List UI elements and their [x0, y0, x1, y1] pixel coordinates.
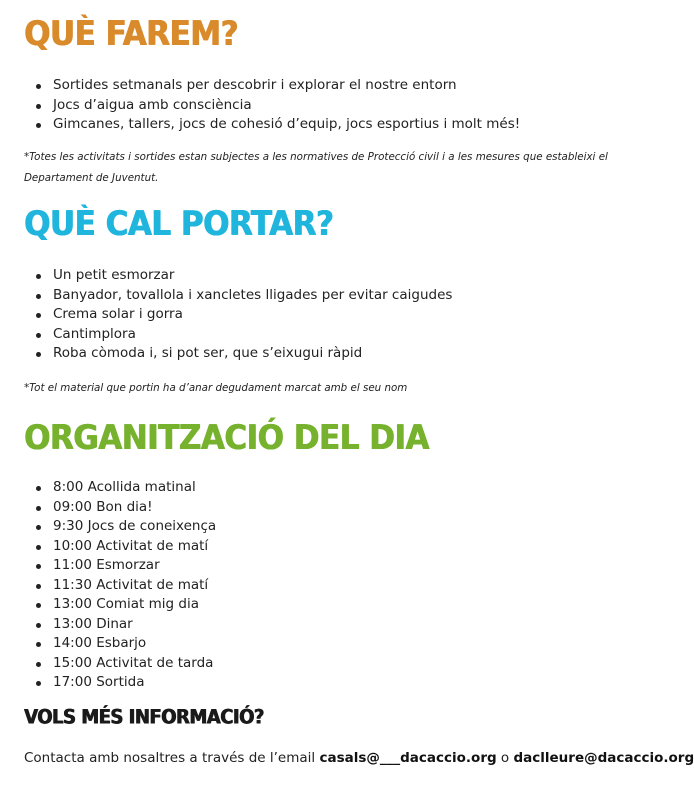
bring-list [24, 266, 452, 364]
list-item: Jocs d’aigua amb consciència [24, 96, 520, 116]
email-link-daclleure[interactable]: daclleure@dacaccio.org [513, 750, 694, 766]
list-item: 09:00 Bon dia! [24, 498, 216, 518]
list-item: Banyador, tovallola i xancletes lligades per evitar caigudes [24, 286, 452, 306]
list-item: 10:00 Activitat de matí [24, 537, 216, 557]
bring-heading: QUÈ CAL PORTAR? [24, 204, 334, 244]
list-item: Cantimplora [24, 325, 452, 345]
info-heading: VOLS MÉS INFORMACIÓ? [24, 706, 264, 729]
email-link-casals[interactable]: casals@___dacaccio.org [319, 750, 497, 766]
contact-line [24, 748, 694, 768]
list-item: 8:00 Acollida matinal [24, 478, 216, 498]
list-item: Sortides setmanals per descobrir i explorar el nostre entorn [24, 76, 520, 96]
list-item: 14:00 Esbarjo [24, 634, 216, 654]
contact-join: o [496, 750, 514, 766]
list-item: Un petit esmorzar [24, 266, 452, 286]
schedule-list [24, 478, 216, 693]
list-item: 9:30 Jocs de coneixença [24, 517, 216, 537]
list-item: 11:30 Activitat de matí [24, 576, 216, 596]
list-item: Gimcanes, tallers, jocs de cohesió d’equip, jocs esportius i molt més! [24, 115, 520, 135]
activities-heading: QUÈ FAREM? [24, 14, 238, 54]
list-item: Crema solar i gorra [24, 305, 452, 325]
list-item: 13:00 Dinar [24, 615, 216, 635]
list-item: 17:00 Sortida [24, 673, 216, 693]
list-item: 11:00 Esmorzar [24, 556, 216, 576]
list-item: Roba còmoda i, si pot ser, que s’eixugui ràpid [24, 344, 452, 364]
list-item: 15:00 Activitat de tarda [24, 654, 216, 674]
activities-list [24, 76, 520, 135]
contact-prefix: Contacta amb nosaltres a través de l’email [24, 750, 320, 766]
schedule-heading: ORGANITZACIÓ DEL DIA [24, 418, 429, 458]
list-item: 13:00 Comiat mig dia [24, 595, 216, 615]
bring-note: *Tot el material que portin ha d’anar degudament marcat amb el seu nom [24, 382, 408, 394]
activities-note: *Totes les activitats i sortides estan subjectes a les normatives de Protecció civil i a les mesures que estableixi el Departament de Juventut. [24, 151, 608, 184]
